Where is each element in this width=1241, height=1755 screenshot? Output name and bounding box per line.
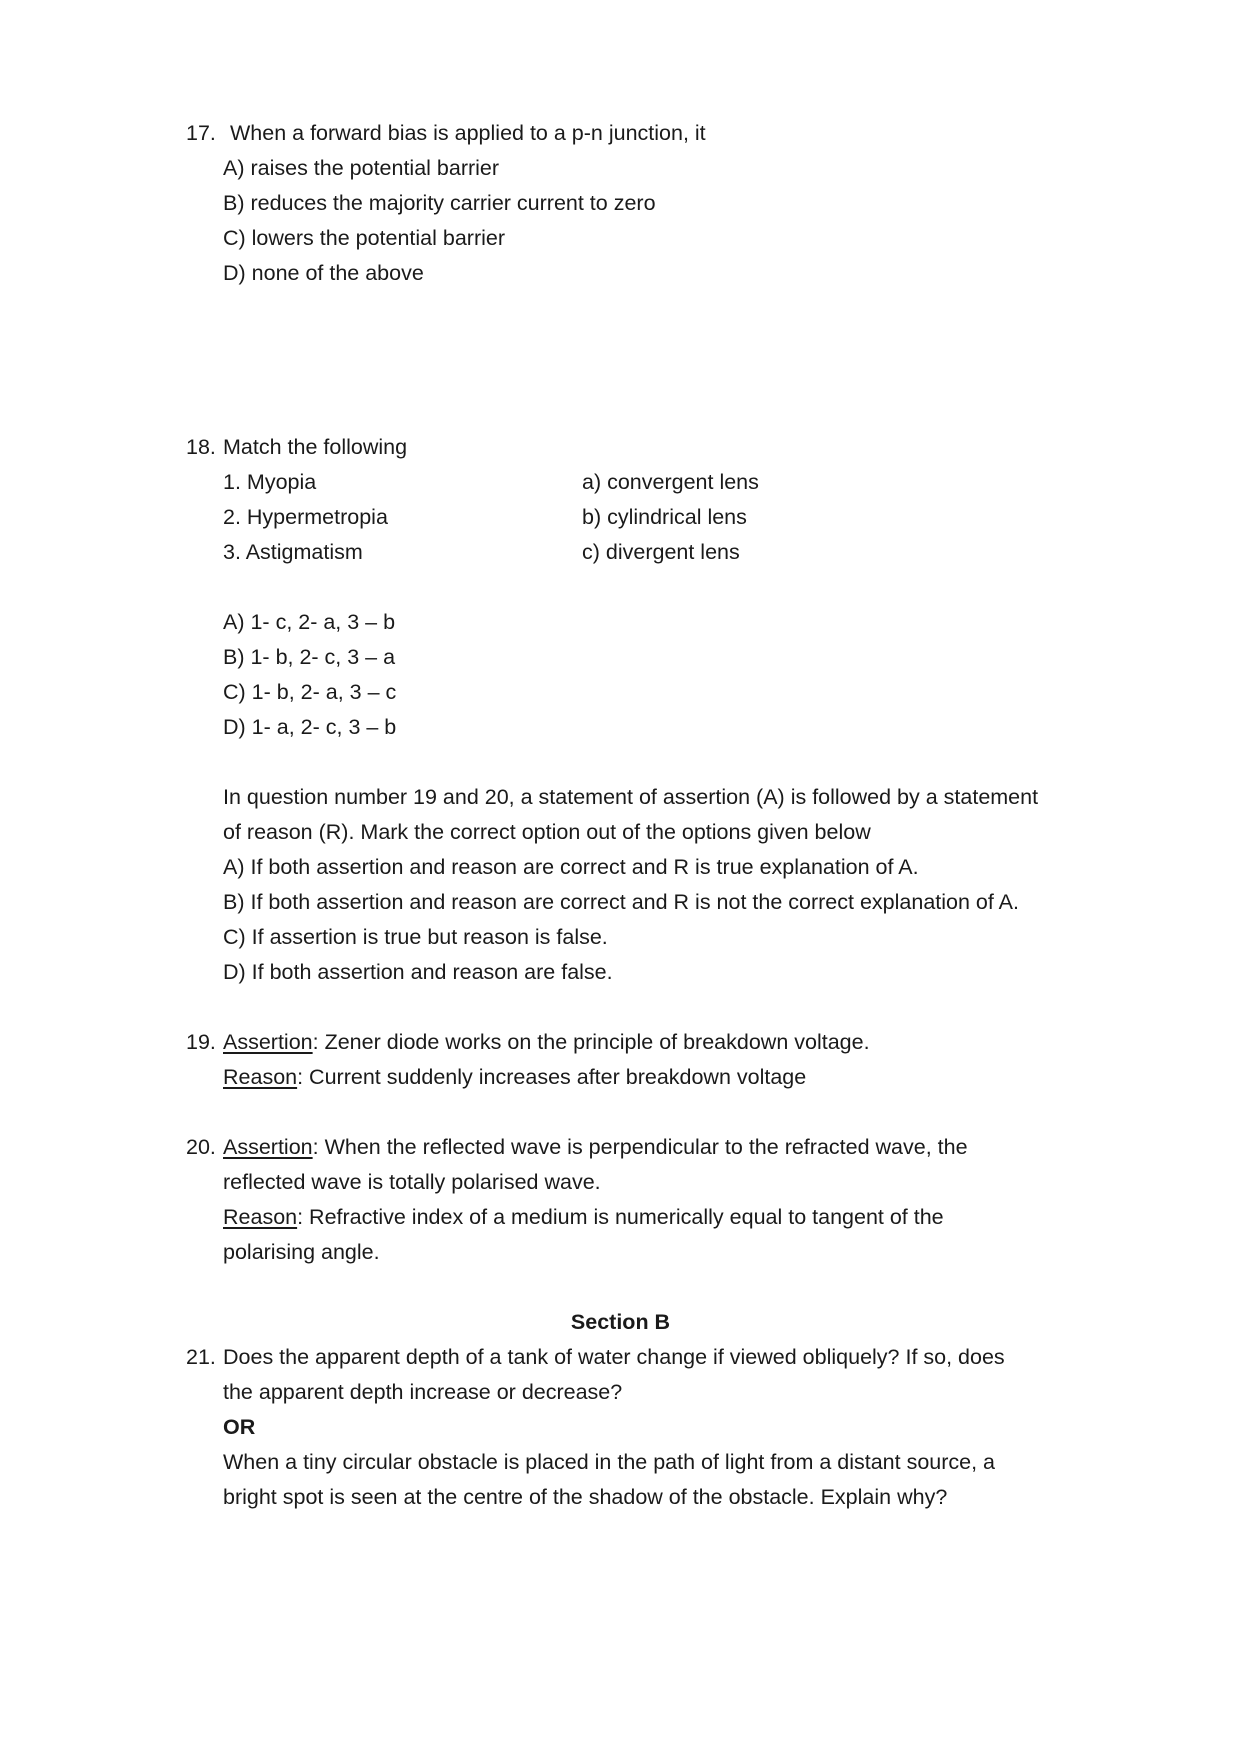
assertion-line bbox=[223, 1027, 870, 1057]
match-right-item: b) cylindrical lens bbox=[582, 505, 747, 529]
assertion-line bbox=[223, 1132, 968, 1162]
question-stem: Match the following bbox=[223, 435, 408, 459]
question-stem: When a forward bias is applied to a p-n junction, it bbox=[230, 121, 706, 145]
option-a: A) If both assertion and reason are correct and R is true explanation of A. bbox=[223, 855, 919, 879]
option-c: C) If assertion is true but reason is false. bbox=[223, 925, 608, 949]
option-d: D) If both assertion and reason are false. bbox=[223, 960, 613, 984]
option-b: B) reduces the majority carrier current to zero bbox=[223, 191, 656, 215]
assertion-text: : Zener diode works on the principle of breakdown voltage. bbox=[312, 1030, 870, 1054]
option-c: C) lowers the potential barrier bbox=[223, 226, 506, 250]
reason-line bbox=[223, 1202, 944, 1232]
reason-text-continued: polarising angle. bbox=[223, 1240, 380, 1264]
option-a: A) 1- c, 2- a, 3 – b bbox=[223, 610, 396, 634]
alternative-question-line: When a tiny circular obstacle is placed in the path of light from a distant source, a bbox=[223, 1450, 996, 1474]
option-d: D) none of the above bbox=[223, 261, 424, 285]
alternative-question-line: bright spot is seen at the centre of the shadow of the obstacle. Explain why? bbox=[223, 1485, 948, 1509]
option-d: D) 1- a, 2- c, 3 – b bbox=[223, 715, 397, 739]
or-label: OR bbox=[223, 1415, 256, 1439]
option-a: A) raises the potential barrier bbox=[223, 156, 500, 180]
question-number: 19. bbox=[186, 1030, 216, 1054]
reason-label: Reason bbox=[223, 1205, 298, 1229]
question-number: 21. bbox=[186, 1345, 216, 1369]
option-b: B) 1- b, 2- c, 3 – a bbox=[223, 645, 396, 669]
match-right-item: c) divergent lens bbox=[582, 540, 740, 564]
question-line: Does the apparent depth of a tank of water change if viewed obliquely? If so, does bbox=[223, 1345, 1005, 1369]
option-b: B) If both assertion and reason are correct and R is not the correct explanation of A. bbox=[223, 890, 1019, 914]
reason-line bbox=[223, 1062, 806, 1092]
reason-text: : Refractive index of a medium is numerically equal to tangent of the bbox=[297, 1205, 944, 1229]
option-c: C) 1- b, 2- a, 3 – c bbox=[223, 680, 397, 704]
assertion-label: Assertion bbox=[223, 1030, 313, 1054]
match-right-item: a) convergent lens bbox=[582, 470, 759, 494]
assertion-text-continued: reflected wave is totally polarised wave. bbox=[223, 1170, 601, 1194]
assertion-label: Assertion bbox=[223, 1135, 313, 1159]
question-number: 20. bbox=[186, 1135, 216, 1159]
question-number: 18. bbox=[186, 435, 216, 459]
match-left-item: 2. Hypermetropia bbox=[223, 505, 388, 529]
match-left-item: 1. Myopia bbox=[223, 470, 317, 494]
reason-text: : Current suddenly increases after breakdown voltage bbox=[297, 1065, 807, 1089]
instruction-line: of reason (R). Mark the correct option out of the options given below bbox=[223, 820, 871, 844]
instruction-line: In question number 19 and 20, a statement of assertion (A) is followed by a statement bbox=[223, 785, 1039, 809]
match-left-item: 3. Astigmatism bbox=[223, 540, 363, 564]
reason-label: Reason bbox=[223, 1065, 298, 1089]
section-heading: Section B bbox=[570, 1310, 671, 1334]
question-number: 17. bbox=[186, 121, 216, 145]
question-line: the apparent depth increase or decrease? bbox=[223, 1380, 623, 1404]
assertion-text: : When the reflected wave is perpendicular to the refracted wave, the bbox=[312, 1135, 968, 1159]
